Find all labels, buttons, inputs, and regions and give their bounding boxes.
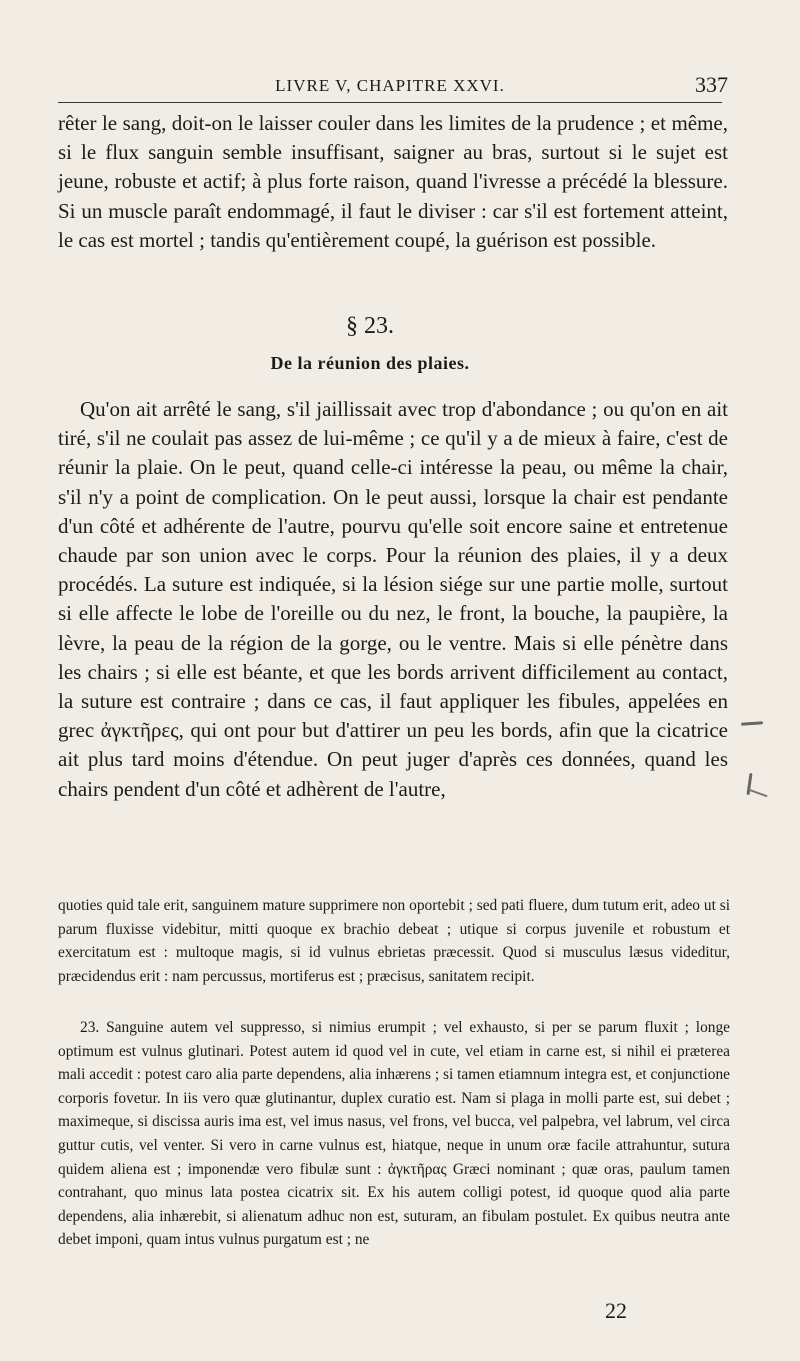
section-heading: De la réunion des plaies.: [270, 353, 470, 373]
signature-number: 22: [605, 1298, 627, 1323]
margin-pencil-mark: [741, 721, 763, 726]
section-mark: § 23.: [346, 313, 394, 339]
page-number: 337: [695, 72, 728, 97]
running-title: LIVRE V, CHAPITRE XXVI.: [275, 76, 505, 95]
french-paragraph-continued: rêter le sang, doit-on le laisser couler dans les limites de la prudence ; et même, si le flux sanguin semble insuffisant, saigner au bras, surtout si le sujet est jeune, robuste et actif; à plus forte raison, quand l'ivresse a précédé la blessure. Si un muscle paraît endommagé, il faut le diviser : car s'il est fortement atteint, le cas est mortel ; tandis qu'entièrement coupé, la guérison est possible.: [58, 111, 728, 252]
running-head: [58, 70, 728, 103]
french-paragraph-section-23: Qu'on ait arrêté le sang, s'il jaillissait avec trop d'abondance ; ou qu'on en ait tiré, s'il ne coulait pas assez de lui-même ; ce qu'il y a de mieux à faire, c'est de réunir la plaie. On le peut, quand celle-ci intéresse la peau, ou même la chair, s'il n'y a point de complication. On le peut aussi, lorsque la chair est pendante d'un côté et adhérente de l'autre, pourvu qu'elle soit encore saine et entretenue chaude par son union avec le corps. Pour la réunion des plaies, il y a deux procédés. La suture est indiquée, si la lésion siége sur une partie molle, surtout si elle affecte le lobe de l'oreille ou du nez, le front, la bouche, la paupière, la lèvre, la peau de la région de la gorge, ou le ventre. Mais si elle pénètre dans les chairs ; si elle est béante, et que les bords arrivent difficilement au contact, la suture est contraire ; dans ce cas, il faut appliquer les fibules, appelées en grec ἀγκτῆρες, qui ont pour but d'attirer un peu les bords, afin que la cicatrice ait plus tard moins d'étendue. On peut juger d'après ces données, quand les chairs pendent d'un côté et adhèrent de l'autre,: [58, 397, 728, 801]
latin-paragraph-continued: quoties quid tale erit, sanguinem mature supprimere non oportebit ; sed pati fluere, dum tutum erit, adeo ut si parum fluxisse videbitur, mitti quoque ex brachio debeat ; utique si corpus juvenile et robustum et exercitatum est : multoque magis, si id vulnus ebrietas præcessit. Quod si musculus læsus videditur, præcidendus erit : nam percussus, mortiferus est ; præcisus, sanitatem recipit.: [58, 897, 730, 985]
latin-paragraph-section-23: 23. Sanguine autem vel suppresso, si nimius erumpit ; vel exhausto, si per se parum fluxit ; longe optimum est vulnus glutinari. Potest autem id quod vel in cute, vel etiam in carne est, si nihil ei præterea mali accedit : potest caro alia parte dependens, alia inhærens ; si tamen etiamnum integra est, et conjunctione corporis fovetur. In iis vero quæ glutinantur, duplex curatio est. Nam si plaga in molli parte est, sui debet ; maximeque, si discissa auris ima est, vel imus nasus, vel frons, vel bucca, vel palpebra, vel labrum, vel circa guttur cutis, vel venter. Si vero in carne vulnus est, hiatque, neque in unum oræ facile attrahuntur, sutura quidem aliena est ; imponendæ vero fibulæ sunt : ἀγκτῆρας Græci nominant ; quæ oras, paulum tamen contrahant, quo minus lata postea cicatrix sit. Ex his autem colligi potest, id quoque quod alia parte dependens, alia inhærebit, si alienatum adhuc non est, suturam, an fibulam postulet. Ex quibus neutra ante debet imponi, quam intus vulnus purgatum est ; ne: [58, 1019, 730, 1249]
margin-pencil-mark: [748, 789, 767, 798]
